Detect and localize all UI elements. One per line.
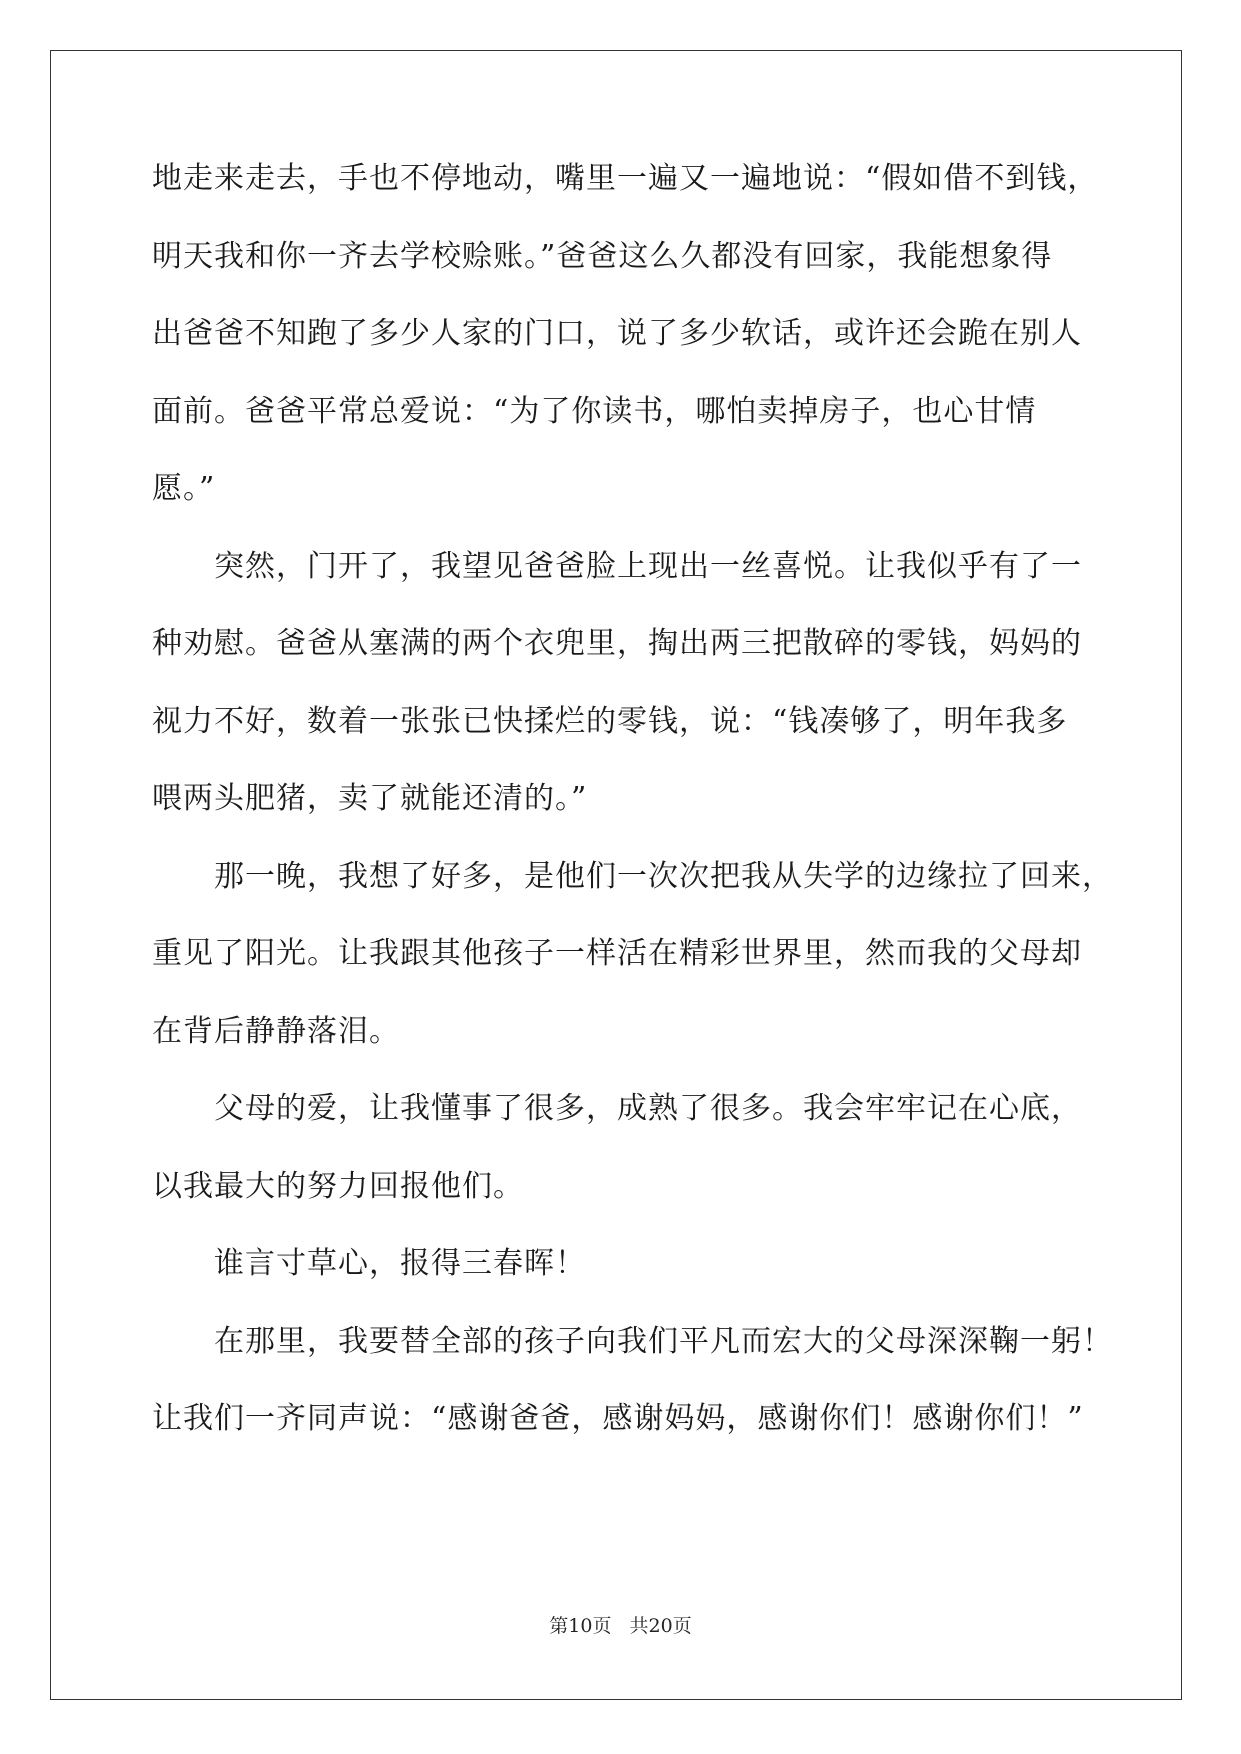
page-footer bbox=[0, 1611, 1241, 1638]
text-line: 出爸爸不知跑了多少人家的门口，说了多少软话，或许还会跪在别人 bbox=[152, 316, 1082, 351]
text-line: 谁言寸草心，报得三春晖！ bbox=[214, 1246, 586, 1281]
text-line: 在那里，我要替全部的孩子向我们平凡而宏大的父母深深鞠一躬！ bbox=[214, 1323, 1113, 1359]
text-line: 面前。爸爸平常总爱说：“为了你读书，哪怕卖掉房子，也心甘情 bbox=[152, 393, 1037, 429]
text-line: 喂两头肥猪，卖了就能还清的。” bbox=[152, 781, 588, 816]
text-line: 以我最大的努力回报他们。 bbox=[152, 1168, 524, 1204]
text-line: 在背后静静落泪。 bbox=[152, 1013, 400, 1049]
text-line: 地走来走去，手也不停地动，嘴里一遍又一遍地说：“假如借不到钱， bbox=[152, 161, 1099, 196]
text-line: 明天我和你一齐去学校赊账。”爸爸这么久都没有回家，我能想象得 bbox=[152, 238, 1053, 274]
text-line: 重见了阳光。让我跟其他孩子一样活在精彩世界里，然而我的父母却 bbox=[152, 936, 1082, 971]
document-body bbox=[152, 156, 1113, 1474]
current-page-number: 第10页 bbox=[549, 1615, 612, 1637]
text-line: 愿。” bbox=[152, 471, 216, 506]
text-line: 种劝慰。爸爸从塞满的两个衣兜里，掏出两三把散碎的零钱，妈妈的 bbox=[152, 626, 1082, 661]
text-line: 那一晚，我想了好多，是他们一次次把我从失学的边缘拉了回来， bbox=[214, 858, 1113, 894]
text-line: 让我们一齐同声说：“感谢爸爸，感谢妈妈，感谢你们！感谢你们！” bbox=[152, 1401, 1084, 1436]
text-line: 父母的爱，让我懂事了很多，成熟了很多。我会牢牢记在心底， bbox=[214, 1091, 1082, 1126]
text-line: 突然，门开了，我望见爸爸脸上现出一丝喜悦。让我似乎有了一 bbox=[214, 548, 1082, 584]
text-line: 视力不好，数着一张张已快揉烂的零钱，说：“钱凑够了，明年我多 bbox=[152, 703, 1068, 739]
total-pages: 共20页 bbox=[629, 1615, 692, 1637]
